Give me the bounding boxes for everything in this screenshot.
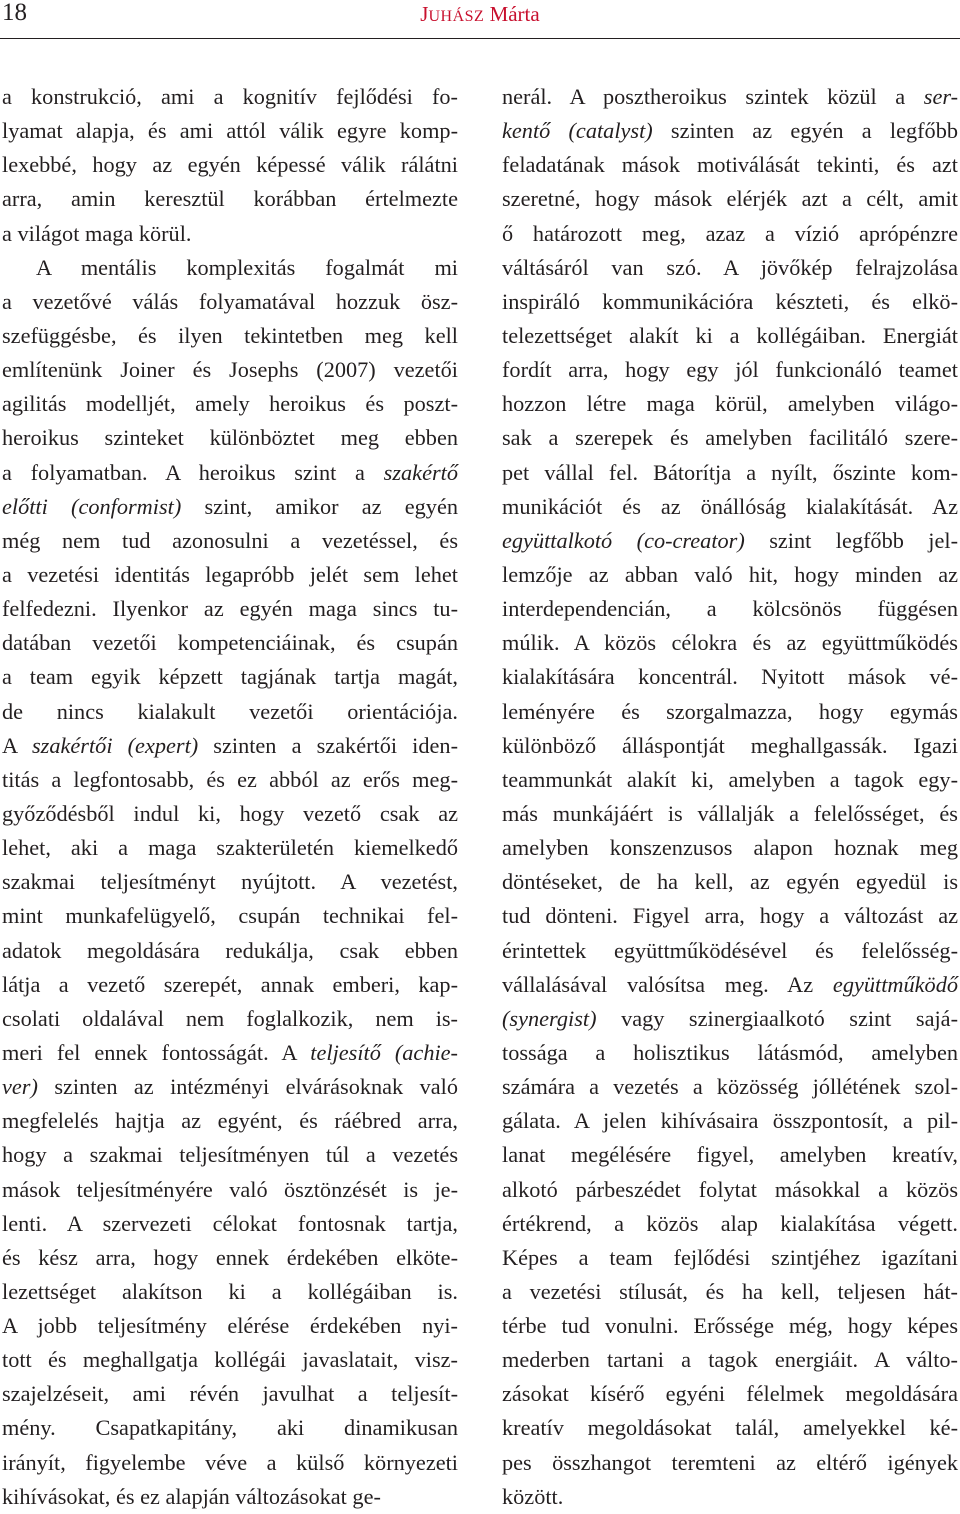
- text-run: szakmai teljesítményt nyújtott. A vezetést,: [2, 869, 458, 895]
- left-column-line: [2, 763, 458, 797]
- left-column-line: [2, 1411, 458, 1445]
- right-column-line: [502, 1173, 958, 1207]
- left-column-line: [2, 80, 458, 114]
- text-run: szeretné, hogy mások elérjék azt a célt, amit: [502, 186, 958, 212]
- left-column-line: [2, 421, 458, 455]
- text-run: munikációt és az önállóság kialakítását. Az: [502, 493, 958, 519]
- text-run: agilitás modelljét, amely heroikus és poszt-: [2, 391, 458, 417]
- text-run: adatok megoldására redukálja, csak ebben: [2, 937, 458, 963]
- left-column-line: [2, 148, 458, 182]
- text-run: a folyamatban. A heroikus szint a: [2, 459, 384, 485]
- text-run: és kész arra, hogy ennek érdekében elköte-: [2, 1244, 458, 1270]
- left-column-line: [2, 1446, 458, 1480]
- text-run: hozzon létre maga körül, amelyben világo-: [502, 391, 958, 417]
- text-run: lanat megélésére figyel, amelyben kreatív,: [502, 1142, 958, 1168]
- text-run: kihívásokat, és ez alapján változásokat ge-: [2, 1483, 381, 1509]
- text-run: lexebbé, hogy az egyén képessé válik rálátni: [2, 152, 458, 178]
- right-column-line: [502, 934, 958, 968]
- text-run: lemzője az abban való hit, hogy minden az: [502, 561, 958, 587]
- text-run: mint munkafelügyelő, csupán technikai fel-: [2, 903, 458, 929]
- text-run: titás a legfontosabb, és ez abból az erős meg-: [2, 766, 458, 792]
- left-column-line: [2, 1104, 458, 1138]
- right-column-line: [502, 217, 958, 251]
- left-column-line: [2, 1309, 458, 1343]
- text-run: vagy szinergiaalkotó szint sajá-: [596, 1005, 958, 1031]
- text-run: számára a vezetés a közösség jóllétének szol-: [502, 1074, 958, 1100]
- left-column-line: [2, 1070, 458, 1104]
- text-run: között.: [502, 1483, 564, 1509]
- text-run: pet vállal fel. Bátorítja a nyílt, őszinte kom-: [502, 459, 958, 485]
- right-column-line: [502, 490, 958, 524]
- left-column-line: [2, 899, 458, 933]
- right-column-line: [502, 1377, 958, 1411]
- right-column-line: [502, 1138, 958, 1172]
- text-run: lehet, aki a maga szakterületén kiemelkedő: [2, 835, 458, 861]
- right-column-line: [502, 1480, 958, 1514]
- text-run: amelyben konszenzusos alapon hoznak meg: [502, 835, 958, 861]
- text-run: mederben tartani a tagok energiáit. A válto-: [502, 1347, 958, 1373]
- left-column-line: [2, 456, 458, 490]
- right-column-line: [502, 1036, 958, 1070]
- text-run: szefüggésbe, és ilyen tekintetben meg kell: [2, 322, 458, 348]
- text-run: zásokat kísérő egyéni félelmek megoldására: [502, 1381, 958, 1407]
- left-column-line: [2, 353, 458, 387]
- right-column-line: [502, 387, 958, 421]
- right-column-line: [502, 1207, 958, 1241]
- right-column-line: [502, 626, 958, 660]
- left-column-line: [2, 319, 458, 353]
- text-run: Képes a team fejlődési szintjéhez igazítani: [502, 1244, 958, 1270]
- right-column-line: [502, 968, 958, 1002]
- text-run: telezettséget alakít ki a kollégáiban. Energiát: [502, 322, 958, 348]
- left-column-line: [2, 1207, 458, 1241]
- left-column-line: [2, 1002, 458, 1036]
- left-column-line: [2, 1480, 458, 1514]
- right-column-line: [502, 763, 958, 797]
- text-run: mény. Csapatkapitány, aki dinamikusan: [2, 1415, 458, 1441]
- left-text-column: [2, 80, 458, 1514]
- italic-term: ver): [2, 1074, 38, 1100]
- header-rule: [0, 38, 960, 39]
- text-run: a team egyik képzett tagjának tartja magát,: [2, 664, 458, 690]
- text-run: fordít arra, hogy egy jól funkcionáló teamet: [502, 357, 958, 383]
- text-run: gálata. A jelen kihívásaira összpontosít, a pil-: [502, 1108, 958, 1134]
- italic-term: szakértő: [383, 459, 458, 485]
- text-run: múlik. A közös célokra és az együttműködés: [502, 630, 958, 656]
- left-column-line: [2, 1275, 458, 1309]
- text-run: a világot maga körül.: [2, 220, 192, 246]
- left-column-line: [2, 285, 458, 319]
- text-run: A mentális komplexitás fogalmát mi: [36, 254, 458, 280]
- right-column-line: [502, 524, 958, 558]
- italic-term: (synergist): [502, 1005, 597, 1031]
- right-column-line: [502, 797, 958, 831]
- text-run: vállalásával valósítsa meg. Az: [502, 971, 833, 997]
- text-run: tott és meghallgatja kollégái javaslatait, visz-: [2, 1347, 458, 1373]
- left-column-line: [2, 1173, 458, 1207]
- text-run: látja a vezető szerepét, annak emberi, kap-: [2, 971, 458, 997]
- text-run: szinten az intézményi elvárásoknak való: [37, 1074, 458, 1100]
- text-run: hogy a szakmai teljesítményen túl a vezetés: [2, 1142, 458, 1168]
- text-run: váltásáról van szó. A jövőkép felrajzolása: [502, 254, 958, 280]
- text-run: inspiráló kommunikációra készteti, és elkö-: [502, 288, 958, 314]
- text-run: teammunkát alakít ki, amelyben a tagok egy-: [502, 766, 958, 792]
- right-column-line: [502, 1275, 958, 1309]
- right-column-line: [502, 1002, 958, 1036]
- text-run: térbe tud vonulni. Erőssége még, hogy képes: [502, 1313, 958, 1339]
- text-run: sak a szerepek és amelyben facilitáló szere-: [502, 425, 958, 451]
- text-run: érintettek együttműködésével és felelősség-: [502, 937, 958, 963]
- right-column-line: [502, 1241, 958, 1275]
- right-column-line: [502, 729, 958, 763]
- right-column-line: [502, 831, 958, 865]
- right-column-line: [502, 899, 958, 933]
- author-small-caps: UHÁSZ: [428, 8, 485, 25]
- text-run: szinten az egyén a legfőbb: [652, 118, 958, 144]
- right-column-line: [502, 660, 958, 694]
- left-column-line: [2, 1343, 458, 1377]
- text-run: arra, amin keresztül korábban értelmezte: [2, 186, 458, 212]
- text-run: a vezetővé válás folyamatával hozzuk ösz-: [2, 288, 458, 314]
- text-run: A: [2, 732, 32, 758]
- right-column-line: [502, 1309, 958, 1343]
- text-run: a vezetési stílusát, és ha kell, teljesen hát-: [502, 1278, 958, 1304]
- text-run: de nincs kialakult vezetői orientációja.: [2, 698, 458, 724]
- text-run: heroikus szinteket különböztet meg ebben: [2, 425, 458, 451]
- right-column-line: [502, 695, 958, 729]
- right-column-line: [502, 1104, 958, 1138]
- text-run: felfedezni. Ilyenkor az egyén maga sincs tu-: [2, 596, 458, 622]
- right-text-column: [502, 80, 958, 1514]
- text-run: A jobb teljesítmény elérése érdekében nyi-: [2, 1313, 458, 1339]
- right-column-line: [502, 421, 958, 455]
- text-run: lenti. A szervezeti célokat fontosnak tartja,: [2, 1210, 458, 1236]
- right-column-line: [502, 353, 958, 387]
- right-column-line: [502, 1343, 958, 1377]
- left-column-line: [2, 695, 458, 729]
- italic-term: kentő (catalyst): [502, 118, 653, 144]
- left-column-line: [2, 217, 458, 251]
- running-head-author: [0, 1, 960, 30]
- left-column-line: [2, 1036, 458, 1070]
- right-column-line: [502, 285, 958, 319]
- italic-term: szakértői (expert): [32, 732, 199, 758]
- text-run: győződésből indul ki, hogy vezető csak az: [2, 800, 458, 826]
- right-column-line: [502, 148, 958, 182]
- right-column-line: [502, 558, 958, 592]
- italic-term: ser-: [923, 84, 958, 109]
- text-run: leményére és szorgalmazza, hogy egymás: [502, 698, 958, 724]
- text-run: értékrend, a közös alap kialakítása végett.: [502, 1210, 958, 1236]
- right-column-line: [502, 251, 958, 285]
- text-run: ő határozott meg, azaz a vízió aprópénzre: [502, 220, 958, 246]
- right-column-line: [502, 80, 958, 114]
- text-run: lyamat alapja, és ami attól válik egyre komp-: [2, 118, 458, 144]
- text-run: említenünk Joiner és Josephs (2007) vezetői: [2, 357, 458, 383]
- text-run: kialakítására koncentrál. Nyitott mások vé-: [502, 664, 958, 690]
- text-run: más munkájáért is vállalják a felelősséget, és: [502, 800, 958, 826]
- left-column-line: [2, 524, 458, 558]
- running-header: [0, 0, 960, 40]
- italic-term: együttműködő: [832, 971, 958, 997]
- left-column-line: [2, 865, 458, 899]
- text-run: megfelelés hajtja az egyént, és ráébred arra,: [2, 1108, 458, 1134]
- left-column-line: [2, 968, 458, 1002]
- left-column-line: [2, 1138, 458, 1172]
- left-column-line: [2, 660, 458, 694]
- text-run: döntéseket, de ha kell, az egyén egyedül is: [502, 869, 958, 895]
- italic-term: együttalkotó (co-creator): [502, 527, 745, 553]
- italic-term: teljesítő (achie-: [310, 1039, 458, 1065]
- right-column-line: [502, 592, 958, 626]
- right-column-line: [502, 1446, 958, 1480]
- text-run: nerál. A posztheroikus szintek közül a: [502, 84, 924, 109]
- text-run: szajelzéseit, ami révén javulhat a teljesít-: [2, 1381, 458, 1407]
- text-run: feladatának mások motiválását tekinti, és azt: [502, 152, 958, 178]
- text-run: tud dönteni. Figyel arra, hogy a változást az: [502, 903, 958, 929]
- text-run: kreatív megoldásokat talál, amelyekkel ké-: [502, 1415, 958, 1441]
- italic-term: előtti (conformist): [2, 493, 182, 519]
- text-run: szint, amikor az egyén: [181, 493, 459, 519]
- left-column-line: [2, 182, 458, 216]
- text-run: csolati oldalával nem foglalkozik, nem is-: [2, 1005, 458, 1031]
- left-column-line: [2, 1377, 458, 1411]
- text-run: pes összhangot teremteni az eltérő igények: [502, 1449, 958, 1475]
- text-run: még nem tud azonosulni a vezetéssel, és: [2, 527, 458, 553]
- right-column-line: [502, 319, 958, 353]
- right-column-line: [502, 1411, 958, 1445]
- text-run: a vezetési identitás legapróbb jelét sem lehet: [2, 561, 458, 587]
- right-column-line: [502, 865, 958, 899]
- text-run: tossága a holisztikus látásmód, amelyben: [502, 1039, 958, 1065]
- text-run: mások teljesítményére való ösztönzését is je-: [2, 1176, 458, 1202]
- text-run: szint legfőbb jel-: [744, 527, 959, 553]
- left-column-line: [2, 387, 458, 421]
- left-column-line: [2, 592, 458, 626]
- left-column-line: [2, 831, 458, 865]
- text-run: lezettséget alakítson ki a kollégáiban is.: [2, 1278, 458, 1304]
- right-column-line: [502, 114, 958, 148]
- text-run: a konstrukció, ami a kognitív fejlődési fo-: [2, 84, 458, 109]
- page-number: 18: [2, 0, 27, 26]
- author-given-name: Márta: [489, 2, 540, 26]
- left-column-line: [2, 797, 458, 831]
- right-column-line: [502, 1070, 958, 1104]
- author-initial: J: [420, 2, 429, 26]
- left-column-line: [2, 626, 458, 660]
- left-column-line: [2, 114, 458, 148]
- text-run: alkotó párbeszédet folytat másokkal a közös: [502, 1176, 958, 1202]
- left-column-line: [2, 1241, 458, 1275]
- left-column-line: [2, 251, 458, 285]
- text-run: szinten a szakértői iden-: [198, 732, 458, 758]
- text-run: meri fel ennek fontosságát. A: [2, 1039, 311, 1065]
- left-column-line: [2, 934, 458, 968]
- text-run: interdependencián, a kölcsönös függésen: [502, 596, 958, 622]
- right-column-line: [502, 456, 958, 490]
- text-run: irányít, figyelembe véve a külső környezeti: [2, 1449, 458, 1475]
- text-run: datában vezetői kompetenciáinak, és csupán: [2, 630, 458, 656]
- left-column-line: [2, 729, 458, 763]
- left-column-line: [2, 490, 458, 524]
- text-run: különböző álláspontját meghallgassák. Igazi: [502, 732, 958, 758]
- left-column-line: [2, 558, 458, 592]
- right-column-line: [502, 182, 958, 216]
